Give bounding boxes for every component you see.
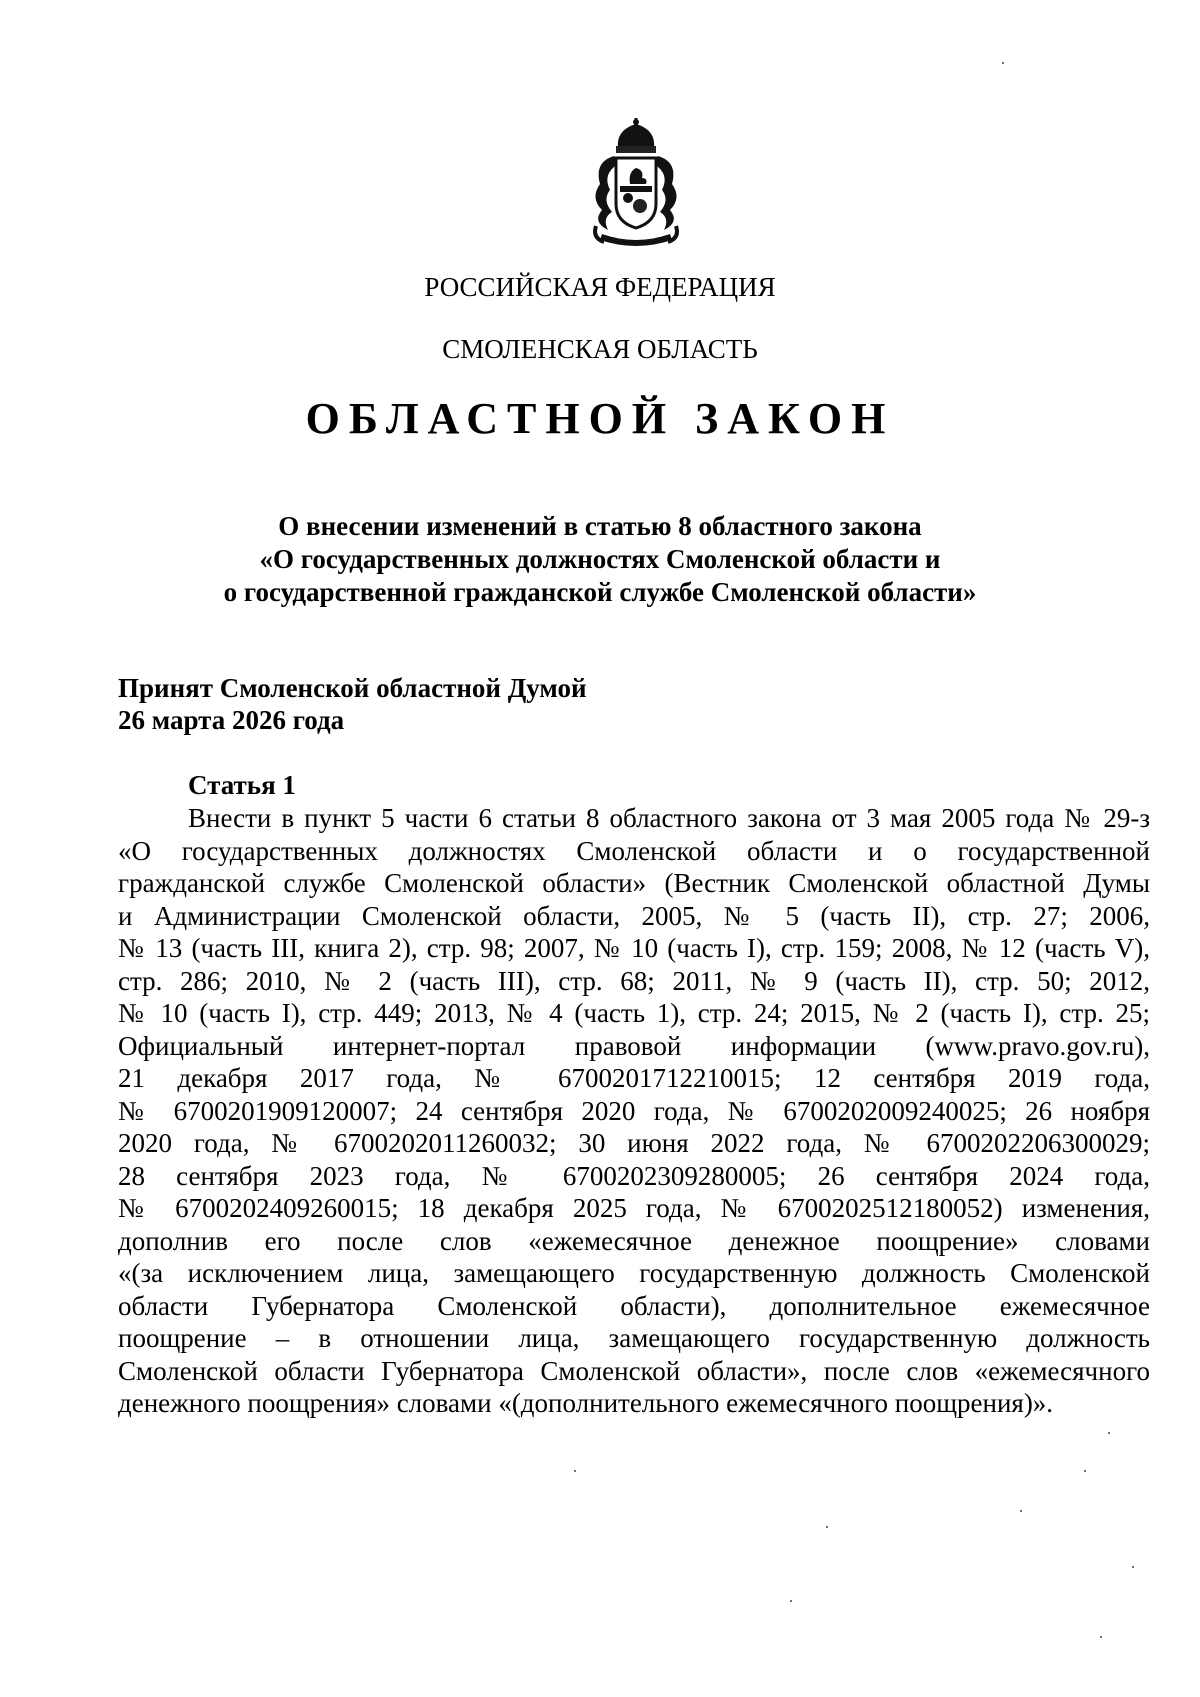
text-line: денежного поощрения» словами «(дополнительного ежемесячного поощрения)». xyxy=(118,1388,1054,1418)
text-line: Смоленской области Губернатора Смоленской области», после слов «ежемесячного xyxy=(118,1355,1150,1386)
scan-speck xyxy=(826,1526,828,1528)
adoption-body: Принят Смоленской областной Думой xyxy=(118,673,587,703)
text-line: № 6700201909120007; 24 сентября 2020 года, № 6700202009240025; 26 ноября xyxy=(118,1095,1150,1126)
text-line: области Губернатора Смоленской области), дополнительное ежемесячное xyxy=(118,1290,1150,1321)
document-title xyxy=(0,510,1200,609)
title-line: О внесении изменений в статью 8 областного закона xyxy=(278,511,922,541)
text-line: и Администрации Смоленской области, 2005, № 5 (часть II), стр. 27; 2006, xyxy=(118,900,1150,931)
scan-speck xyxy=(1020,1510,1022,1512)
scan-speck xyxy=(790,1600,792,1602)
scan-speck xyxy=(574,1470,576,1472)
scan-speck xyxy=(1108,1432,1110,1434)
document-type: ОБЛАСТНОЙ ЗАКОН xyxy=(305,394,895,443)
text-line: гражданской службе Смоленской области» (Вестник Смоленской областной Думы xyxy=(118,868,1150,898)
text-line: стр. 286; 2010, № 2 (часть III), стр. 68; 2011, № 9 (часть II), стр. 50; 2012, xyxy=(118,965,1150,996)
text-line: дополнив его после слов «ежемесячное денежное поощрение» словами xyxy=(118,1225,1150,1256)
article-text xyxy=(118,802,1150,1420)
title-line: о государственной гражданской службе Смоленской области» xyxy=(223,577,977,607)
text-line: Официальный интернет-портал правовой информации (www.pravo.gov.ru), xyxy=(118,1030,1150,1061)
text-line: поощрение – в отношении лица, замещающего государственную должность xyxy=(118,1323,1150,1353)
smolensk-coat-of-arms-icon xyxy=(578,118,694,248)
title-line: «О государственных должностях Смоленской области и xyxy=(259,544,941,574)
adoption-info xyxy=(118,672,587,736)
country-name: РОССИЙСКАЯ ФЕДЕРАЦИЯ xyxy=(424,272,776,302)
text-line: 2020 года, № 6700202011260032; 30 июня 2022 года, № 6700202206300029; xyxy=(118,1128,1150,1158)
text-line: 28 сентября 2023 года, № 6700202309280005; 26 сентября 2024 года, xyxy=(118,1160,1150,1191)
article-heading: Статья 1 xyxy=(188,770,296,800)
text-line: № 13 (часть III, книга 2), стр. 98; 2007, № 10 (часть I), стр. 159; 2008, № 12 (часть V), xyxy=(118,933,1150,963)
region-name: СМОЛЕНСКАЯ ОБЛАСТЬ xyxy=(442,334,758,364)
scan-speck xyxy=(1100,1636,1102,1638)
text-line: Внести в пункт 5 части 6 статьи 8 областного закона от 3 мая 2005 года № 29-з xyxy=(188,803,1150,833)
text-line: № 10 (часть I), стр. 449; 2013, № 4 (часть 1), стр. 24; 2015, № 2 (часть I), стр. 25; xyxy=(118,998,1150,1028)
text-line: «О государственных должностях Смоленской области и о государственной xyxy=(118,835,1150,866)
scan-speck xyxy=(1132,1566,1134,1568)
text-line: 21 декабря 2017 года, № 6700201712210015; 12 сентября 2019 года, xyxy=(118,1063,1150,1093)
text-line: «(за исключением лица, замещающего государственную должность Смоленской xyxy=(118,1258,1150,1288)
scan-speck xyxy=(1084,1470,1086,1472)
adoption-date: 26 марта 2026 года xyxy=(118,705,345,735)
text-line: № 6700202409260015; 18 декабря 2025 года, № 6700202512180052) изменения, xyxy=(118,1193,1150,1223)
scan-speck xyxy=(1002,62,1004,64)
